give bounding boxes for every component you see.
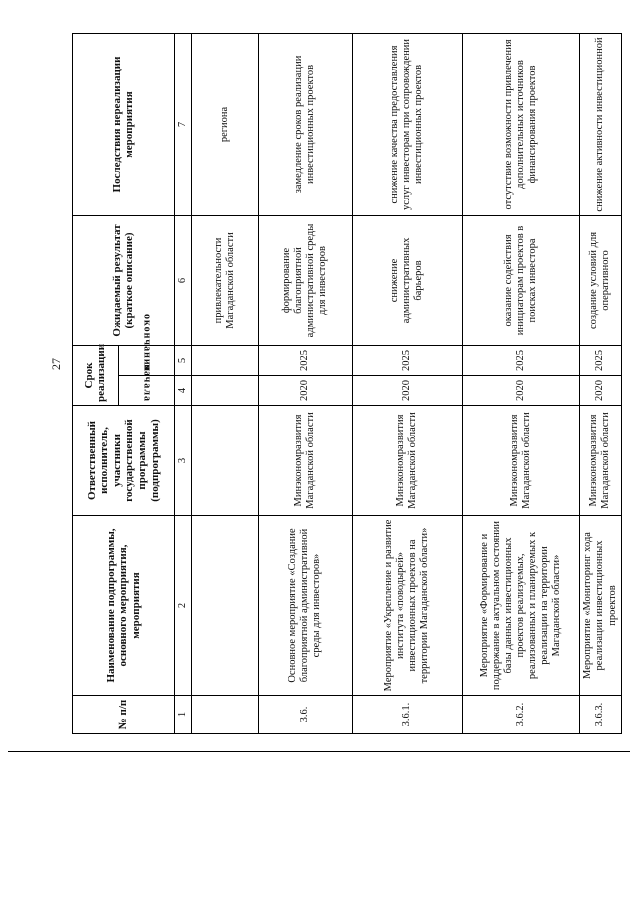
header-period: Срок реализации — [73, 345, 119, 405]
row-end: 2025 — [258, 345, 352, 375]
header-num: № п/п — [73, 696, 175, 734]
continuation-result: привлекательности Магаданской области — [192, 215, 258, 345]
col-number: 2 — [174, 516, 191, 696]
col-number: 6 — [174, 215, 191, 345]
header-result: Ожидаемый результат (краткое описание) — [73, 215, 175, 345]
row-end: 2025 — [462, 345, 579, 375]
header-start: начала — [118, 376, 174, 406]
col-number: 1 — [174, 696, 191, 734]
row-num: 3.6.2. — [462, 696, 579, 734]
row-result: оказание содействия инициаторам проектов в поисках инвестора — [462, 215, 579, 345]
table-cell — [192, 376, 258, 406]
page-number: 27 — [49, 358, 63, 370]
row-consequences: снижение активности инвестиционной — [579, 33, 621, 215]
row-name: Основное мероприятие «Создание благоприятной административной среды для инвесторов» — [258, 516, 352, 696]
row-num: 3.6. — [258, 696, 352, 734]
row-num: 3.6.3. — [579, 696, 621, 734]
program-table — [72, 33, 622, 734]
row-name: Мероприятие «Укрепление и развитие института «поводырей» инвестиционных проектов на территории Магаданской области» — [352, 516, 462, 696]
row-executor: Минэкономразвития Магаданской области — [462, 406, 579, 516]
row-executor: Минэкономразвития Магаданской области — [352, 406, 462, 516]
table-cell — [192, 516, 258, 696]
row-start: 2020 — [579, 376, 621, 406]
row-result: формирование благоприятной административной среды для инвесторов — [258, 215, 352, 345]
header-executor: Ответственный исполнитель, участники государственной программы (подпрограммы) — [73, 406, 175, 516]
table-cell — [192, 406, 258, 516]
row-consequences: отсутствие возможности привлечения дополнительных источников финансирования проектов — [462, 33, 579, 215]
col-number: 7 — [174, 33, 191, 215]
row-start: 2020 — [258, 376, 352, 406]
row-start: 2020 — [352, 376, 462, 406]
table-row — [352, 33, 462, 733]
row-end: 2025 — [352, 345, 462, 375]
table-row — [258, 33, 352, 733]
table-row — [462, 33, 579, 733]
row-end: 2025 — [579, 345, 621, 375]
row-result: создание условий для оперативного — [579, 215, 621, 345]
header-row-1 — [73, 33, 119, 733]
col-number: 5 — [174, 345, 191, 375]
row-consequences: снижение качества предоставления услуг инвесторам при сопровождении инвестиционных проектов — [352, 33, 462, 215]
row-consequences: замедление сроков реализации инвестиционных проектов — [258, 33, 352, 215]
table-cell — [192, 345, 258, 375]
row-executor: Минэкономразвития Магаданской области — [258, 406, 352, 516]
horizontal-rule — [8, 751, 630, 752]
continuation-row — [192, 33, 258, 733]
col-number: 3 — [174, 406, 191, 516]
rotated-table-container — [72, 34, 622, 734]
header-end: окончания — [118, 345, 174, 375]
header-consequences: Последствия нереализации мероприятия — [73, 33, 175, 215]
table-cell — [192, 696, 258, 734]
row-start: 2020 — [462, 376, 579, 406]
row-result: снижение административных барьеров — [352, 215, 462, 345]
header-name: Наименование подпрограммы, основного мероприятия, мероприятия — [73, 516, 175, 696]
row-name: Мероприятие «Формирование и поддержание в актуальном состоянии базы данных инвестиционных проектов реализуемых, реализованных и планируемых к реализации на территории Магаданской области» — [462, 516, 579, 696]
table-row — [579, 33, 621, 733]
row-executor: Минэкономразвития Магаданской области — [579, 406, 621, 516]
column-number-row — [174, 33, 191, 733]
row-name: Мероприятие «Мониторинг хода реализации инвестиционных проектов — [579, 516, 621, 696]
continuation-consequences: региона — [192, 33, 258, 215]
col-number: 4 — [174, 376, 191, 406]
row-num: 3.6.1. — [352, 696, 462, 734]
